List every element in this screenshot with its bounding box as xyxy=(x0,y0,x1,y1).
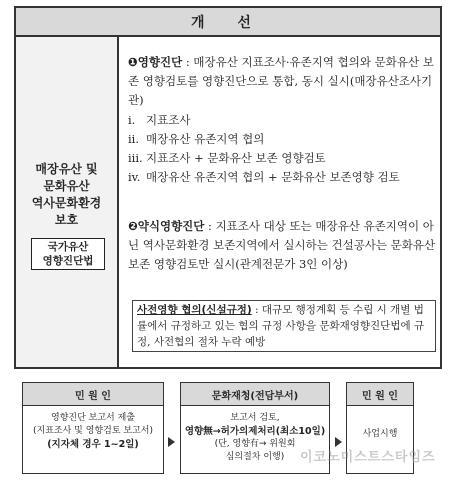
flow-box-applicant xyxy=(22,382,164,474)
item-text: 매장유산 유존지역 협의 xyxy=(146,132,265,146)
left-title xyxy=(16,161,117,229)
flow-box-line: (지표조사 및 영향검토 보고서) xyxy=(33,426,153,436)
list-item xyxy=(128,168,438,187)
left-title-line: 역사문화환경 xyxy=(31,196,102,210)
left-column xyxy=(16,37,119,367)
note-text: : 대규모 행정계획 등 수립 시 개별 법률에서 규정하고 있는 협의 규정 사항을 문화재영향진단법에 규정, 사전협의 절차 누락 예방 xyxy=(137,304,425,348)
item-number: iv. xyxy=(128,170,141,184)
flow-box-title: 문화재청(전담부서) xyxy=(181,383,329,406)
item-number: i. xyxy=(128,113,136,127)
left-title-line: 보호 xyxy=(54,213,79,227)
flow-box-title: 민 원 인 xyxy=(347,383,413,406)
flow-box-line: 영향無→허가의제처리(최소10일) xyxy=(184,426,326,437)
paragraph-simplified-diagnosis xyxy=(128,217,438,274)
flow-box-line: 사업시행 xyxy=(362,429,398,439)
left-title-line: 문화유산 xyxy=(43,179,90,193)
item-number: ii. xyxy=(128,132,140,146)
item-text: 매장유산 유존지역 협의 + 문화유산 보존영향 검토 xyxy=(146,170,400,184)
flow-box-body xyxy=(23,406,163,451)
left-title-line: 매장유산 및 xyxy=(35,162,98,176)
paragraph-text: : 지표조사 대상 또는 매장유산 유존지역이 아닌 역사문화환경 보존지역에서 실시하는 건설공사는 문화유산 보존 영향검토만 실시(관계전문가 3인 이상) xyxy=(128,219,436,271)
paragraph-lead: ❶영향진단 xyxy=(128,55,183,69)
note-lead: 사전영향 협의(신설규정) xyxy=(137,304,252,316)
law-box-line: 국가유산 xyxy=(47,241,89,253)
improvement-table xyxy=(14,6,442,369)
item-number: iii. xyxy=(128,151,143,165)
arrow-right-icon xyxy=(168,437,175,447)
paragraph-impact-diagnosis xyxy=(128,53,438,110)
item-text: 지표조사 + 문화유산 보존 영향검토 xyxy=(146,151,326,165)
list-item xyxy=(128,111,438,130)
watermark: 이코노미스트스타임즈 xyxy=(300,450,436,465)
flow-box-line: 영향진단 보고서 제출 xyxy=(51,413,135,423)
item-text: 지표조사 xyxy=(146,113,191,127)
flow-box-line: (지자체 경우 1~2일) xyxy=(47,439,139,450)
flow-box-title: 민 원 인 xyxy=(23,383,163,406)
flow-box-line: (단, 영향有→ 위원회 xyxy=(214,439,296,449)
document xyxy=(14,6,442,369)
list-item xyxy=(128,149,438,168)
flow-box-line: 심의절차 이행) xyxy=(225,452,285,462)
flow-box-line: 보고서 검토, xyxy=(230,413,280,423)
prior-consultation-note xyxy=(132,300,436,352)
right-content xyxy=(122,37,440,367)
law-box xyxy=(31,238,105,270)
paragraph-lead: ❷약식영향진단 xyxy=(128,219,205,233)
list-item xyxy=(128,130,438,149)
process-flow xyxy=(22,382,438,482)
paragraph-text: : 매장유산 지표조사·유존지역 협의와 문화유산 보존 영향검토를 영향진단으로 통합, 동시 실시(매장유산조사기관) xyxy=(128,55,434,107)
flow-box-body xyxy=(347,406,413,441)
table-header: 개 선 xyxy=(16,8,440,37)
law-box-line: 영향진단법 xyxy=(42,255,94,267)
item-list xyxy=(128,111,438,187)
